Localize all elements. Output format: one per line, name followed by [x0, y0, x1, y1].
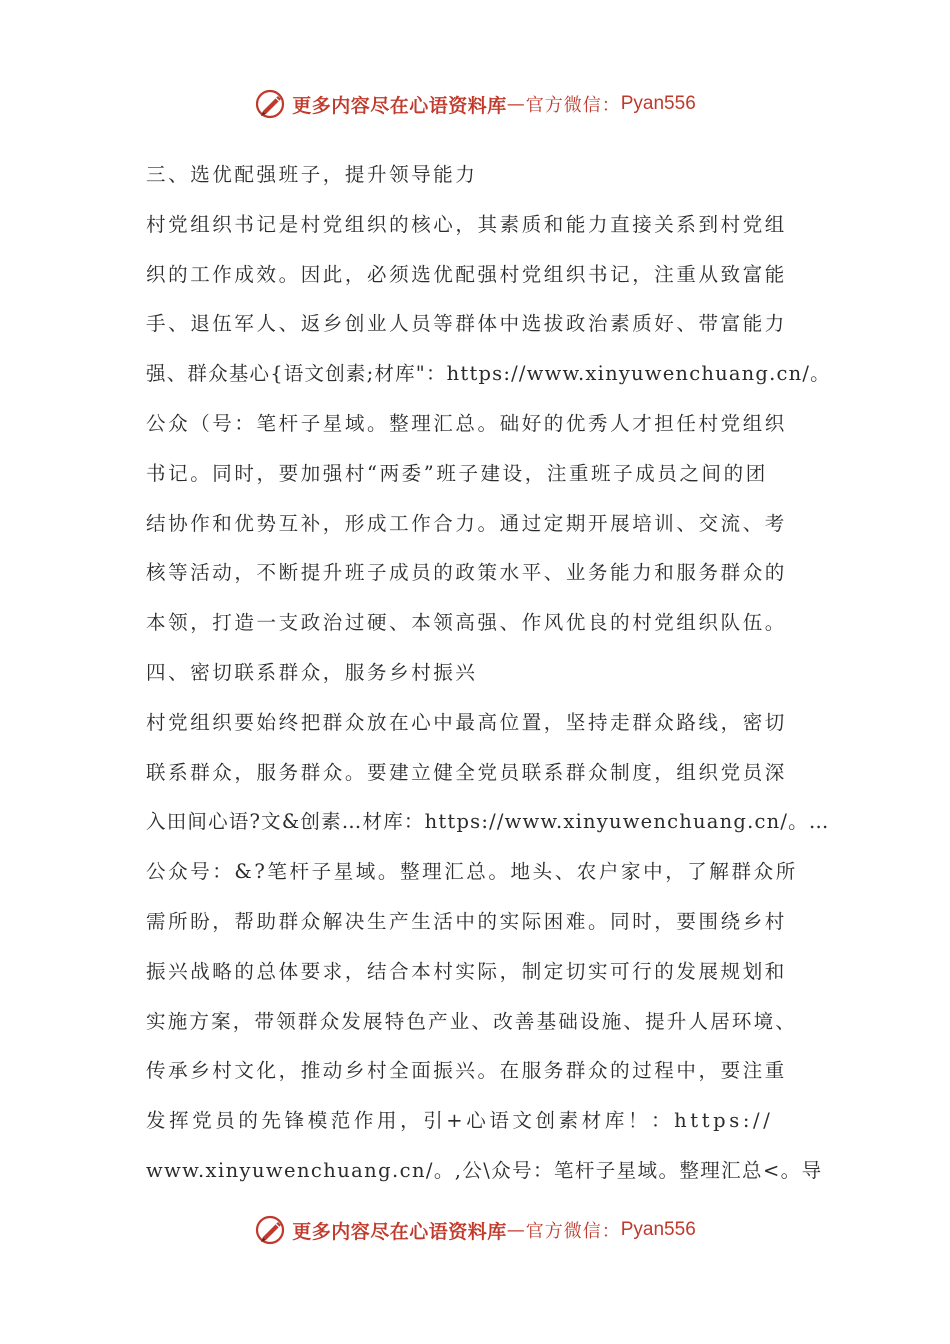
footer-banner	[0, 1210, 950, 1250]
footer-dash: —	[506, 1219, 526, 1241]
paragraph-line: 公众（号：笔杆子星域。整理汇总。础好的优秀人才担任村党组织	[146, 411, 787, 435]
paragraph-line: 村党组织书记是村党组织的核心，其素质和能力直接关系到村党组	[146, 212, 787, 236]
header-wechat-id: Pyan556	[620, 93, 696, 114]
paragraph-line: 联系群众，服务群众。要建立健全党员联系群众制度，组织党员深	[146, 760, 787, 784]
paragraph-line: 公众号：&?笔杆子星域。整理汇总。地头、农户家中，了解群众所	[146, 860, 798, 884]
pen-logo-icon	[254, 1213, 288, 1247]
paragraph-line: 需所盼，帮助群众解决生产生活中的实际困难。同时，要围绕乡村	[146, 909, 787, 933]
footer-wechat-id: Pyan556	[620, 1219, 696, 1240]
pen-logo-icon	[254, 87, 288, 121]
header-banner	[0, 84, 950, 124]
paragraph-line: 结协作和优势互补，形成工作合力。通过定期开展培训、交流、考	[146, 511, 787, 535]
paragraph-line: 手、退伍军人、返乡创业人员等群体中选拔政治素质好、带富能力	[146, 312, 787, 336]
paragraph-line: 强、群众基心{语文创素;材库"：https://www.xinyuwenchuang.cn/。	[146, 362, 831, 386]
paragraph-line: 实施方案，带领群众发展特色产业、改善基础设施、提升人居环境、	[146, 1009, 798, 1033]
section-heading-4: 四、密切联系群众，服务乡村振兴	[146, 660, 478, 684]
paragraph-line: 振兴战略的总体要求，结合本村实际，制定切实可行的发展规划和	[146, 959, 787, 983]
paragraph-line: www.xinyuwenchuang.cn/。,公\众号：笔杆子星域。整理汇总<。导	[146, 1158, 823, 1182]
paragraph-line: 核等活动，不断提升班子成员的政策水平、业务能力和服务群众的	[146, 561, 787, 585]
paragraph-line: 发挥党员的先锋模范作用，引+心语文创素材库！：https://	[146, 1109, 774, 1133]
paragraph-line: 织的工作成效。因此，必须选优配强村党组织书记，注重从致富能	[146, 262, 787, 286]
paragraph-line: 村党组织要始终把群众放在心中最高位置，坚持走群众路线，密切	[146, 710, 787, 734]
paragraph-line: 入田间心语?文&创素…材库：https://www.xinyuwenchuang.cn/。…	[146, 810, 830, 834]
header-dash: —	[506, 93, 526, 115]
footer-official-label: 官方微信：	[525, 1221, 621, 1242]
paragraph-line: 本领，打造一支政治过硬、本领高强、作风优良的村党组织队伍。	[146, 611, 787, 635]
paragraph-line: 传承乡村文化，推动乡村全面振兴。在服务群众的过程中，要注重	[146, 1059, 787, 1083]
section-heading-3: 三、选优配强班子，提升领导能力	[146, 163, 478, 186]
footer-brand-text: 更多内容尽在心语资料库	[292, 1220, 507, 1243]
paragraph-line: 书记。同时，要加强村“两委”班子建设，注重班子成员之间的团	[146, 461, 768, 485]
header-brand-text: 更多内容尽在心语资料库	[292, 94, 507, 117]
document-body	[146, 150, 831, 1196]
header-official-label: 官方微信：	[525, 95, 621, 116]
